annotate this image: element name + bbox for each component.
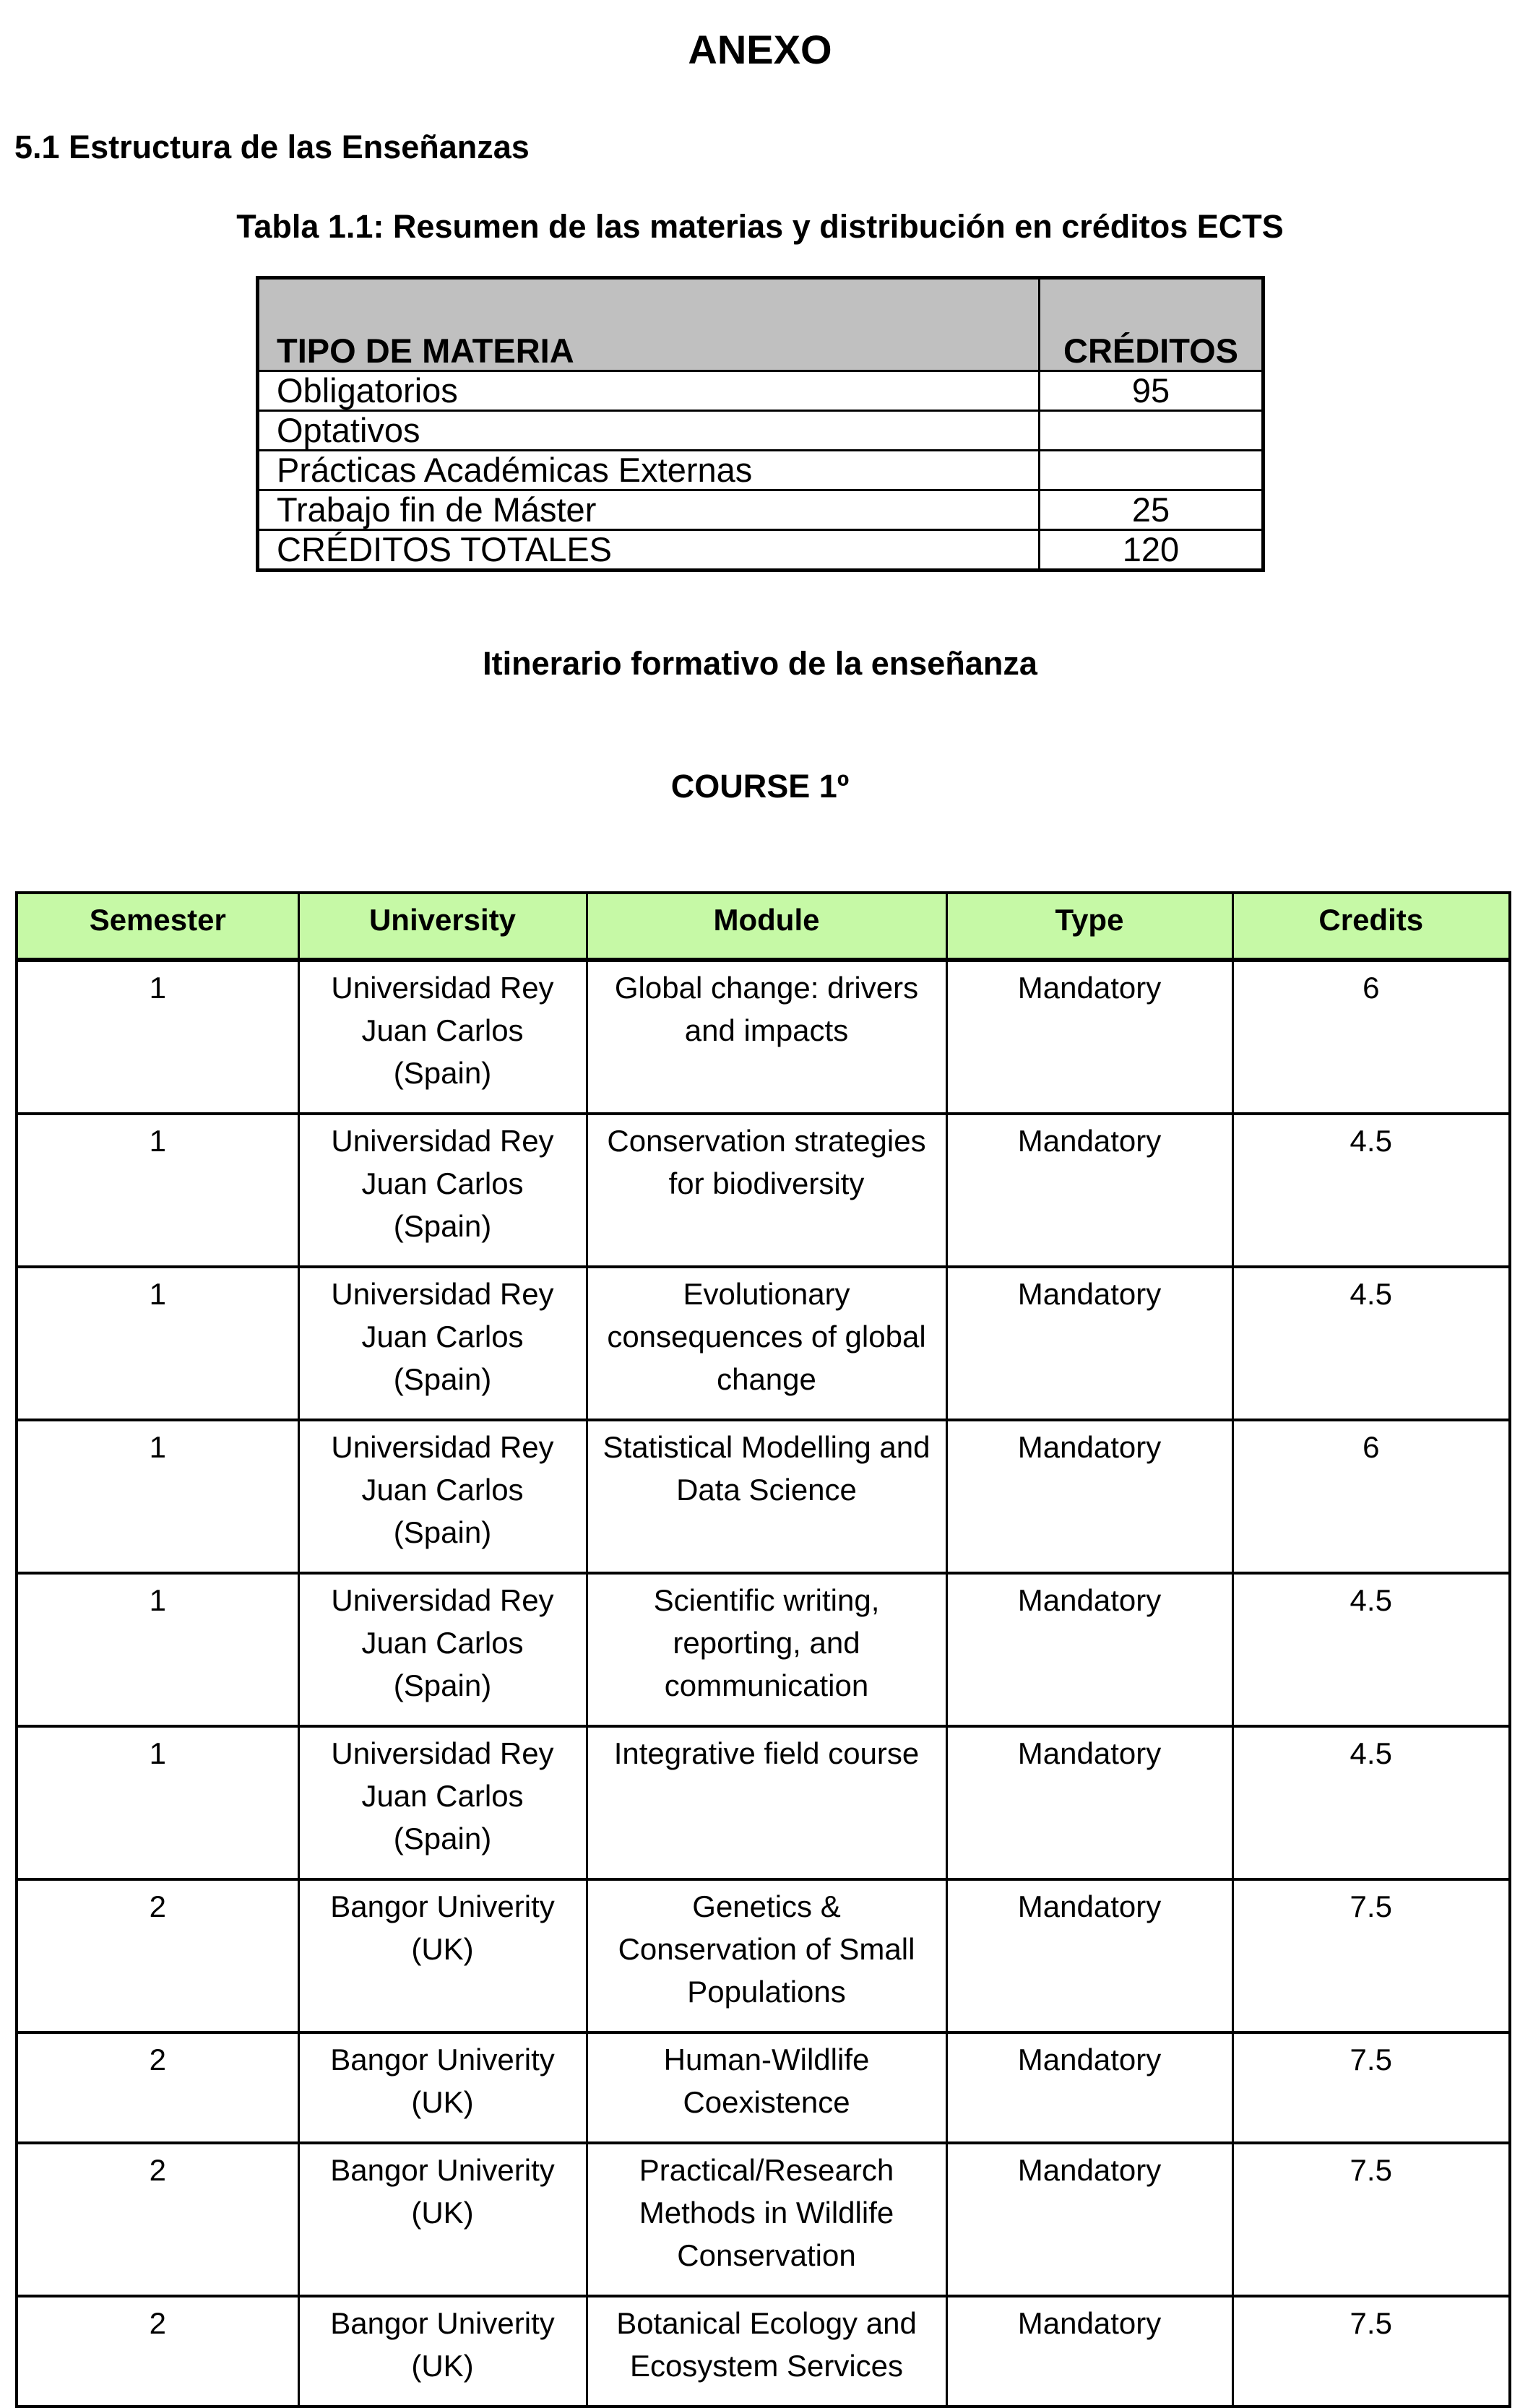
cell-module: Genetics & Conservation of Small Populations xyxy=(587,1879,946,2032)
cell-credits: 7.5 xyxy=(1232,2143,1510,2296)
materia-credits: 25 xyxy=(1040,490,1264,530)
cell-university: Universidad Rey Juan Carlos (Spain) xyxy=(298,1114,587,1267)
cell-credits: 6 xyxy=(1232,960,1510,1114)
table-row xyxy=(17,1420,1510,1573)
table-row xyxy=(17,1114,1510,1267)
cell-credits: 4.5 xyxy=(1232,1573,1510,1726)
cell-credits: 7.5 xyxy=(1232,1879,1510,2032)
cell-module: Human-Wildlife Coexistence xyxy=(587,2032,946,2143)
cell-semester: 2 xyxy=(17,2032,298,2143)
table-row xyxy=(17,1267,1510,1420)
cell-university: Universidad Rey Juan Carlos (Spain) xyxy=(298,1573,587,1726)
cell-semester: 1 xyxy=(17,1573,298,1726)
cell-semester: 1 xyxy=(17,1420,298,1573)
table-row xyxy=(258,490,1264,530)
cell-module: Statistical Modelling and Data Science xyxy=(587,1420,946,1573)
materia-credits: 95 xyxy=(1040,371,1264,411)
cell-university: Bangor Univerity (UK) xyxy=(298,2296,587,2407)
cell-module: Global change: drivers and impacts xyxy=(587,960,946,1114)
table-row xyxy=(258,451,1264,490)
materia-type: Prácticas Académicas Externas xyxy=(258,451,1040,490)
table-row xyxy=(17,2032,1510,2143)
course-table xyxy=(15,891,1511,2408)
cell-module: Scientific writing, reporting, and communication xyxy=(587,1573,946,1726)
summary-table xyxy=(256,276,1265,572)
materia-type: Optativos xyxy=(258,411,1040,451)
header-semester: Semester xyxy=(17,893,298,960)
cell-type: Mandatory xyxy=(946,1420,1232,1573)
cell-university: Bangor Univerity (UK) xyxy=(298,2143,587,2296)
table-row xyxy=(17,1726,1510,1879)
cell-semester: 2 xyxy=(17,2296,298,2407)
course-heading: COURSE 1º xyxy=(670,768,850,805)
table-title: Tabla 1.1: Resumen de las materias y distribución en créditos ECTS xyxy=(236,208,1284,245)
materia-credits: 120 xyxy=(1040,530,1264,571)
header-university: University xyxy=(298,893,587,960)
table-row xyxy=(258,411,1264,451)
cell-type: Mandatory xyxy=(946,960,1232,1114)
cell-module: Practical/Research Methods in Wildlife Conservation xyxy=(587,2143,946,2296)
cell-semester: 2 xyxy=(17,1879,298,2032)
cell-semester: 1 xyxy=(17,1726,298,1879)
table-row xyxy=(258,371,1264,411)
header-creditos: CRÉDITOS xyxy=(1040,278,1264,371)
cell-university: Universidad Rey Juan Carlos (Spain) xyxy=(298,960,587,1114)
table-row xyxy=(258,530,1264,571)
cell-credits: 6 xyxy=(1232,1420,1510,1573)
cell-type: Mandatory xyxy=(946,2032,1232,2143)
cell-module: Conservation strategies for biodiversity xyxy=(587,1114,946,1267)
table-row xyxy=(17,1573,1510,1726)
cell-credits: 4.5 xyxy=(1232,1726,1510,1879)
cell-module: Evolutionary consequences of global change xyxy=(587,1267,946,1420)
cell-type: Mandatory xyxy=(946,1573,1232,1726)
cell-university: Universidad Rey Juan Carlos (Spain) xyxy=(298,1420,587,1573)
cell-credits: 7.5 xyxy=(1232,2032,1510,2143)
cell-semester: 1 xyxy=(17,1114,298,1267)
materia-type: Obligatorios xyxy=(258,371,1040,411)
cell-semester: 1 xyxy=(17,1267,298,1420)
cell-module: Botanical Ecology and Ecosystem Services xyxy=(587,2296,946,2407)
header-type: Type xyxy=(946,893,1232,960)
cell-semester: 1 xyxy=(17,960,298,1114)
materia-credits xyxy=(1040,411,1264,451)
materia-credits xyxy=(1040,451,1264,490)
cell-type: Mandatory xyxy=(946,1879,1232,2032)
itinerary-heading: Itinerario formativo de la enseñanza xyxy=(483,645,1037,682)
document-title: ANEXO xyxy=(688,27,832,72)
cell-module: Integrative field course xyxy=(587,1726,946,1879)
cell-university: Bangor Univerity (UK) xyxy=(298,1879,587,2032)
header-module: Module xyxy=(587,893,946,960)
cell-credits: 4.5 xyxy=(1232,1114,1510,1267)
materia-type: CRÉDITOS TOTALES xyxy=(258,530,1040,571)
cell-semester: 2 xyxy=(17,2143,298,2296)
section-heading: 5.1 Estructura de las Enseñanzas xyxy=(14,129,530,165)
cell-type: Mandatory xyxy=(946,1726,1232,1879)
cell-university: Universidad Rey Juan Carlos (Spain) xyxy=(298,1726,587,1879)
cell-credits: 7.5 xyxy=(1232,2296,1510,2407)
cell-type: Mandatory xyxy=(946,2296,1232,2407)
cell-type: Mandatory xyxy=(946,2143,1232,2296)
cell-credits: 4.5 xyxy=(1232,1267,1510,1420)
header-credits: Credits xyxy=(1232,893,1510,960)
table-row xyxy=(17,2143,1510,2296)
table-row xyxy=(17,1879,1510,2032)
table-row xyxy=(17,960,1510,1114)
cell-university: Bangor Univerity (UK) xyxy=(298,2032,587,2143)
cell-type: Mandatory xyxy=(946,1267,1232,1420)
cell-university: Universidad Rey Juan Carlos (Spain) xyxy=(298,1267,587,1420)
cell-type: Mandatory xyxy=(946,1114,1232,1267)
header-tipo: TIPO DE MATERIA xyxy=(258,278,1040,371)
materia-type: Trabajo fin de Máster xyxy=(258,490,1040,530)
table-row xyxy=(17,2296,1510,2407)
